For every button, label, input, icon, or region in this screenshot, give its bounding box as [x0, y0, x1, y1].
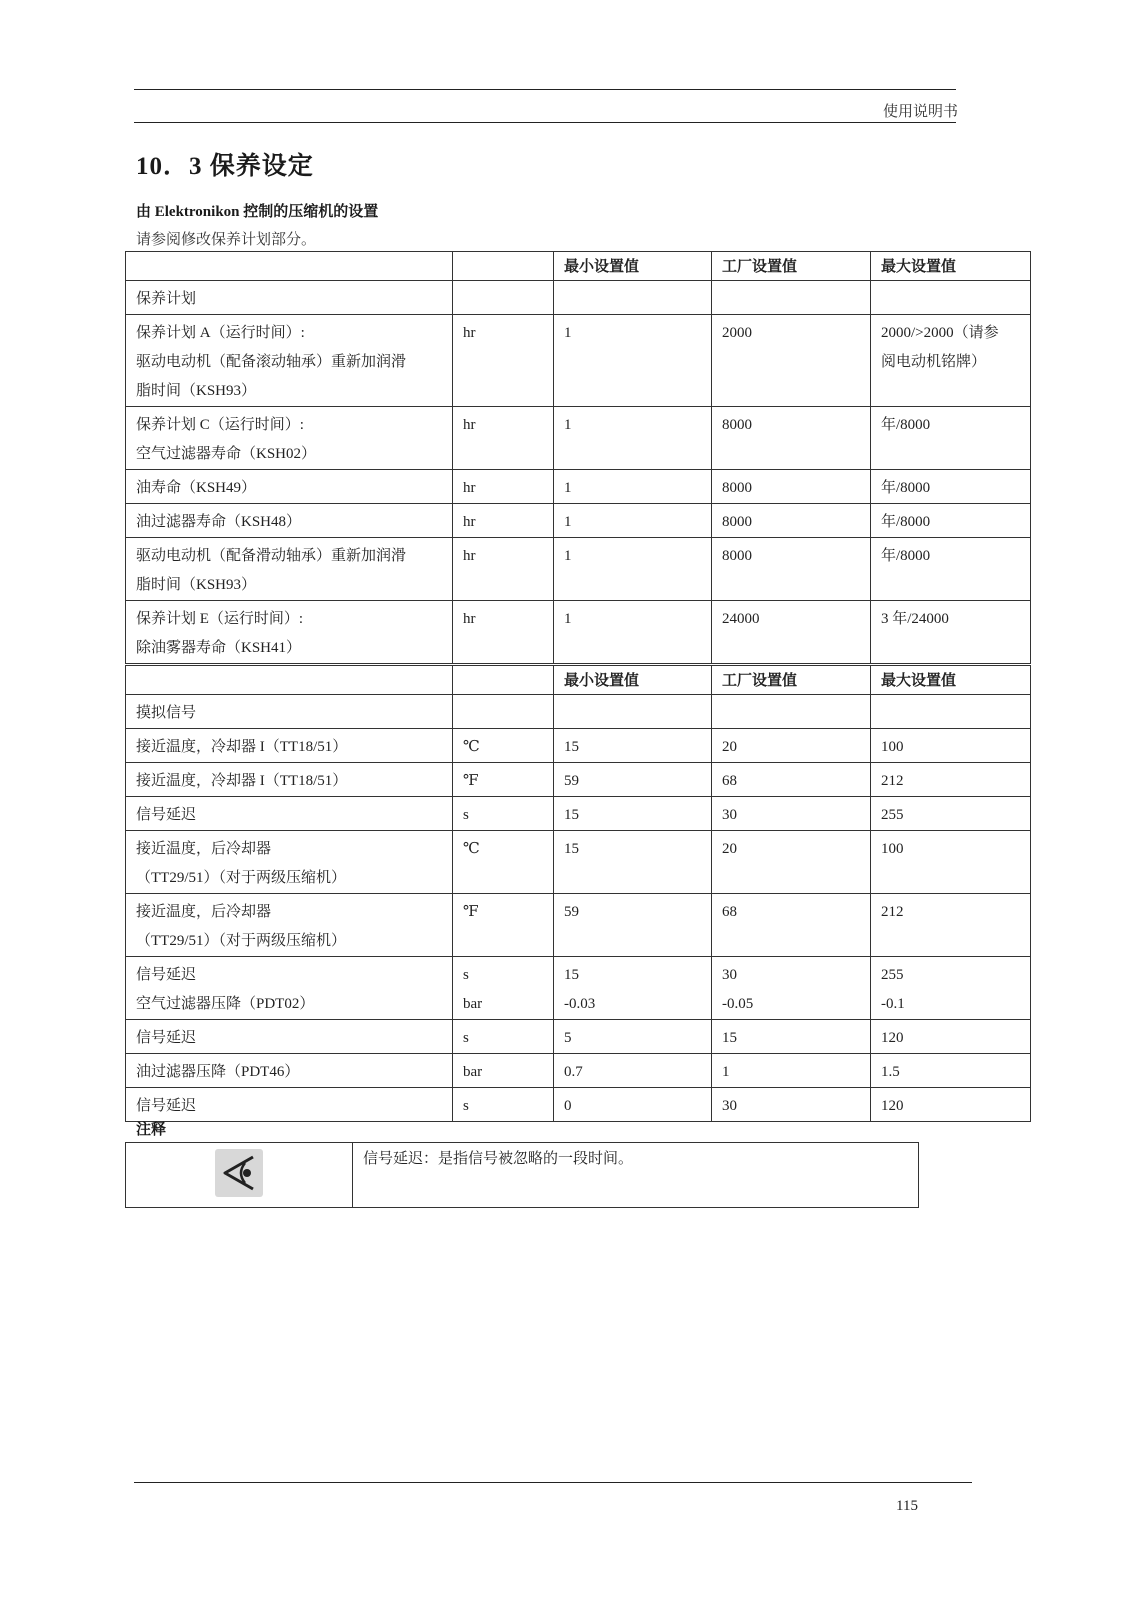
min-cell — [554, 538, 712, 601]
min-cell — [554, 1020, 712, 1054]
unit-cell — [453, 797, 554, 831]
table-row — [126, 797, 1031, 831]
item-cell — [126, 281, 453, 315]
factory-cell — [712, 797, 871, 831]
factory-cell — [712, 957, 871, 1020]
cell-text: 油过滤器寿命（KSH48） — [136, 514, 302, 530]
table-row — [126, 281, 1031, 315]
cell-text: hr — [463, 548, 476, 564]
min-cell — [554, 729, 712, 763]
max-cell — [871, 407, 1031, 470]
cell-text: -0.03 — [564, 996, 596, 1012]
cell-text: 接近温度，后冷却器 — [136, 904, 272, 920]
cell-text: 68 — [722, 904, 737, 920]
unit-cell — [453, 504, 554, 538]
max-cell — [871, 763, 1031, 797]
factory-cell — [712, 504, 871, 538]
cell-text: 8000 — [722, 548, 752, 564]
cell-text: 120 — [881, 1098, 904, 1114]
factory-cell — [712, 729, 871, 763]
table-row — [126, 407, 1031, 470]
cell-text: 油寿命（KSH49） — [136, 480, 257, 496]
max-cell — [871, 315, 1031, 407]
cell-text: 15 — [564, 841, 579, 857]
cell-text: s — [463, 967, 469, 983]
table-row — [126, 695, 1031, 729]
table-header-row — [126, 252, 1031, 281]
cell-text: 15 — [564, 967, 579, 983]
unit-cell — [453, 831, 554, 894]
item-cell — [126, 1020, 453, 1054]
max-cell — [871, 695, 1031, 729]
column-header: 工厂设置值 — [712, 666, 871, 695]
column-header: 最大设置值 — [871, 252, 1031, 281]
cell-text: 驱动电动机（配备滑动轴承）重新加润滑 — [136, 548, 407, 564]
item-cell — [126, 763, 453, 797]
cell-text: 1 — [564, 325, 572, 341]
cell-text: 保养计划 — [136, 291, 197, 307]
cell-text: 年/8000 — [881, 417, 931, 433]
cell-text: 8000 — [722, 480, 752, 496]
cell-text: 空气过滤器压降（PDT02） — [136, 996, 315, 1012]
section-intro: 请参阅修改保养计划部分。 — [136, 232, 317, 248]
min-cell — [554, 1054, 712, 1088]
column-header — [453, 252, 554, 281]
cell-text: 0.7 — [564, 1064, 583, 1080]
table-row — [126, 957, 1031, 1020]
cell-text: 68 — [722, 773, 737, 789]
item-cell — [126, 894, 453, 957]
min-cell — [554, 281, 712, 315]
cell-text: （TT29/51）（对于两级压缩机） — [136, 870, 346, 886]
cell-text: 212 — [881, 773, 904, 789]
cell-text: 空气过滤器寿命（KSH02） — [136, 446, 317, 462]
factory-cell — [712, 894, 871, 957]
factory-cell — [712, 281, 871, 315]
footer-rule — [134, 1482, 972, 1483]
cell-text: 1 — [564, 611, 572, 627]
maintenance-plan-table — [125, 251, 1031, 664]
cell-text: 100 — [881, 739, 904, 755]
unit-cell — [453, 957, 554, 1020]
item-cell — [126, 315, 453, 407]
item-cell — [126, 407, 453, 470]
cell-text: hr — [463, 325, 476, 341]
factory-cell — [712, 407, 871, 470]
factory-cell — [712, 1054, 871, 1088]
cell-text: hr — [463, 480, 476, 496]
cell-text: 阅电动机铭牌） — [881, 354, 987, 370]
cell-text: 100 — [881, 841, 904, 857]
cell-text: （TT29/51）（对于两级压缩机） — [136, 933, 346, 949]
min-cell — [554, 797, 712, 831]
factory-cell — [712, 1088, 871, 1122]
unit-cell — [453, 1020, 554, 1054]
section-title: 10．3 保养设定 — [136, 153, 314, 180]
cell-text: 接近温度，冷却器 I（TT18/51） — [136, 739, 348, 755]
cell-text: 15 — [564, 739, 579, 755]
cell-text: 油过滤器压降（PDT46） — [136, 1064, 300, 1080]
column-header — [126, 666, 453, 695]
cell-text: 信号延迟 — [136, 967, 197, 983]
table-row — [126, 1088, 1031, 1122]
cell-text: 20 — [722, 739, 737, 755]
max-cell — [871, 957, 1031, 1020]
cell-text: s — [463, 1030, 469, 1046]
cell-text: 59 — [564, 904, 579, 920]
cell-text: 信号延迟 — [136, 807, 197, 823]
table-row — [126, 894, 1031, 957]
unit-cell — [453, 315, 554, 407]
cell-text: 0 — [564, 1098, 572, 1114]
cell-text: 1 — [564, 480, 572, 496]
column-header — [126, 252, 453, 281]
unit-cell — [453, 1088, 554, 1122]
cell-text: 1 — [564, 548, 572, 564]
unit-cell — [453, 407, 554, 470]
cell-text: hr — [463, 611, 476, 627]
cell-text: 1 — [564, 514, 572, 530]
note-title: 注释 — [136, 1122, 167, 1138]
table-row — [126, 315, 1031, 407]
unit-cell — [453, 695, 554, 729]
max-cell — [871, 470, 1031, 504]
unit-cell — [453, 894, 554, 957]
note-text: 信号延迟：是指信号被忽略的一段时间。 — [353, 1143, 919, 1208]
item-cell — [126, 1054, 453, 1088]
item-cell — [126, 601, 453, 664]
min-cell — [554, 831, 712, 894]
cell-text: 年/8000 — [881, 548, 931, 564]
cell-text: -0.05 — [722, 996, 754, 1012]
unit-cell — [453, 470, 554, 504]
cell-text: 5 — [564, 1030, 572, 1046]
table-row — [126, 470, 1031, 504]
cell-text: 8000 — [722, 417, 752, 433]
page-number: 115 — [896, 1498, 918, 1514]
cell-text: 脂时间（KSH93） — [136, 577, 257, 593]
cell-text: 保养计划 C（运行时间）: — [136, 417, 304, 433]
cell-text: 脂时间（KSH93） — [136, 383, 257, 399]
eye-icon — [215, 1149, 263, 1197]
unit-cell — [453, 763, 554, 797]
table-row — [126, 601, 1031, 664]
cell-text: 30 — [722, 807, 737, 823]
min-cell — [554, 695, 712, 729]
cell-text: 3 年/24000 — [881, 611, 949, 627]
cell-text: 信号延迟 — [136, 1030, 197, 1046]
cell-text: ℃ — [463, 841, 480, 857]
cell-text: 2000/>2000（请参 — [881, 325, 999, 341]
item-cell — [126, 831, 453, 894]
factory-cell — [712, 538, 871, 601]
cell-text: 年/8000 — [881, 514, 931, 530]
max-cell — [871, 538, 1031, 601]
cell-text: 摸拟信号 — [136, 705, 197, 721]
factory-cell — [712, 695, 871, 729]
max-cell — [871, 1054, 1031, 1088]
cell-text: ℉ — [463, 773, 479, 789]
min-cell — [554, 1088, 712, 1122]
note-table — [125, 1142, 919, 1208]
table-row — [126, 1054, 1031, 1088]
table-row — [126, 763, 1031, 797]
max-cell — [871, 831, 1031, 894]
table-row — [126, 504, 1031, 538]
column-header: 最小设置值 — [554, 666, 712, 695]
unit-cell — [453, 729, 554, 763]
max-cell — [871, 281, 1031, 315]
cell-text: 1 — [564, 417, 572, 433]
cell-text: 信号延迟 — [136, 1098, 197, 1114]
cell-text: ℃ — [463, 739, 480, 755]
max-cell — [871, 601, 1031, 664]
cell-text: 保养计划 A（运行时间）: — [136, 325, 305, 341]
item-cell — [126, 957, 453, 1020]
cell-text: 接近温度，冷却器 I（TT18/51） — [136, 773, 348, 789]
cell-text: 212 — [881, 904, 904, 920]
cell-text: 59 — [564, 773, 579, 789]
cell-text: 120 — [881, 1030, 904, 1046]
section-subtitle: 由 Elektronikon 控制的压缩机的设置 — [136, 204, 379, 220]
min-cell — [554, 601, 712, 664]
cell-text: hr — [463, 417, 476, 433]
column-header — [453, 666, 554, 695]
cell-text: 255 — [881, 807, 904, 823]
cell-text: 除油雾器寿命（KSH41） — [136, 640, 302, 656]
header-rule-top — [134, 89, 956, 90]
header-text: 使用说明书 — [882, 104, 958, 120]
column-header: 工厂设置值 — [712, 252, 871, 281]
cell-text: -0.1 — [881, 996, 905, 1012]
table-row — [126, 729, 1031, 763]
cell-text: bar — [463, 1064, 483, 1080]
header-rule-bottom — [134, 122, 956, 123]
factory-cell — [712, 470, 871, 504]
item-cell — [126, 470, 453, 504]
min-cell — [554, 763, 712, 797]
max-cell — [871, 729, 1031, 763]
max-cell — [871, 894, 1031, 957]
cell-text: 20 — [722, 841, 737, 857]
factory-cell — [712, 1020, 871, 1054]
item-cell — [126, 538, 453, 601]
cell-text: 15 — [722, 1030, 737, 1046]
max-cell — [871, 1020, 1031, 1054]
cell-text: 24000 — [722, 611, 760, 627]
item-cell — [126, 729, 453, 763]
unit-cell — [453, 1054, 554, 1088]
factory-cell — [712, 763, 871, 797]
min-cell — [554, 470, 712, 504]
cell-text: 2000 — [722, 325, 752, 341]
min-cell — [554, 957, 712, 1020]
min-cell — [554, 315, 712, 407]
max-cell — [871, 797, 1031, 831]
min-cell — [554, 504, 712, 538]
item-cell — [126, 797, 453, 831]
unit-cell — [453, 601, 554, 664]
table-row — [126, 538, 1031, 601]
unit-cell — [453, 281, 554, 315]
cell-text: 8000 — [722, 514, 752, 530]
max-cell — [871, 504, 1031, 538]
table-row — [126, 831, 1031, 894]
min-cell — [554, 894, 712, 957]
cell-text: 255 — [881, 967, 904, 983]
unit-cell — [453, 538, 554, 601]
cell-text: 15 — [564, 807, 579, 823]
item-cell — [126, 504, 453, 538]
item-cell — [126, 1088, 453, 1122]
cell-text: 驱动电动机（配备滚动轴承）重新加润滑 — [136, 354, 407, 370]
cell-text: 1.5 — [881, 1064, 900, 1080]
cell-text: s — [463, 1098, 469, 1114]
min-cell — [554, 407, 712, 470]
cell-text: ℉ — [463, 904, 479, 920]
cell-text: s — [463, 807, 469, 823]
table-header-row — [126, 666, 1031, 695]
cell-text: bar — [463, 996, 483, 1012]
cell-text: 保养计划 E（运行时间）: — [136, 611, 304, 627]
factory-cell — [712, 831, 871, 894]
cell-text: 1 — [722, 1064, 730, 1080]
cell-text: 30 — [722, 1098, 737, 1114]
item-cell — [126, 695, 453, 729]
cell-text: 接近温度，后冷却器 — [136, 841, 272, 857]
analog-signal-table — [125, 665, 1031, 1122]
cell-text: 30 — [722, 967, 737, 983]
column-header: 最大设置值 — [871, 666, 1031, 695]
cell-text: hr — [463, 514, 476, 530]
table-row — [126, 1020, 1031, 1054]
note-icon-cell — [126, 1143, 353, 1208]
factory-cell — [712, 315, 871, 407]
column-header: 最小设置值 — [554, 252, 712, 281]
factory-cell — [712, 601, 871, 664]
cell-text: 年/8000 — [881, 480, 931, 496]
max-cell — [871, 1088, 1031, 1122]
